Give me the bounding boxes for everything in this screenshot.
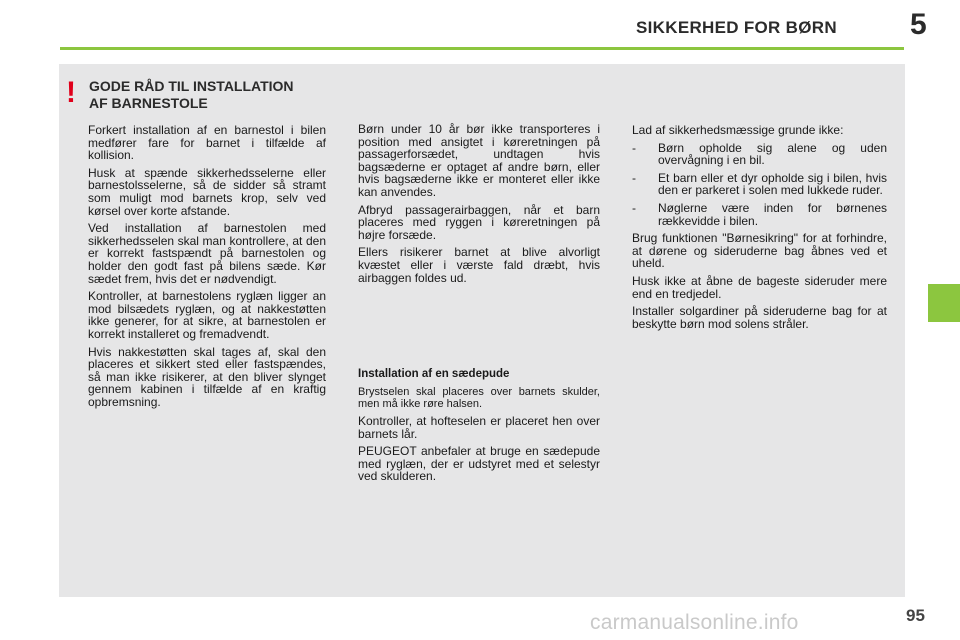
watermark: carmanualsonline.info [590, 611, 799, 634]
column-middle-lower [358, 386, 600, 488]
section-title [89, 78, 349, 112]
column-right [632, 124, 887, 335]
paragraph: Husk ikke at åbne de bageste sideruder mere end en tredjedel. [632, 273, 887, 301]
paragraph: PEUGEOT anbefaler at bruge en sædepude med ryglæn, der er udstyret med et selestyr ved skulderen. [358, 444, 600, 484]
chapter-side-tab [928, 284, 960, 322]
dash-bullet: - [632, 200, 636, 215]
section-title-line2: AF BARNESTOLE [89, 95, 208, 111]
paragraph: Forkert installation af en barnestol i bilen medfører fare for barnet i tilfælde af kollision. [88, 123, 326, 163]
list-item-text: Nøglerne være inden for børnenes rækkevidde i bilen. [658, 200, 887, 228]
paragraph: Afbryd passagerairbaggen, når et barn placeres med ryggen i køreretningen på højre forsæde. [358, 202, 600, 242]
column-left [88, 124, 326, 413]
list-item [632, 172, 887, 197]
chapter-title: SIKKERHED FOR BØRN [636, 18, 837, 37]
paragraph: Husk at spænde sikkerhedsselerne eller barnestolsselerne, så de sidder så stramt som muligt mod barnets krop, selv ved kørsel over korte afstande. [88, 165, 326, 218]
column-middle [358, 123, 600, 289]
chapter-number: 5 [910, 8, 927, 41]
subheading: Installation af en sædepude [358, 368, 510, 380]
paragraph: Ellers risikerer barnet at blive alvorligt kvæstet eller i værste fald dræbt, hvis airbaggen foldes ud. [358, 245, 600, 285]
paragraph: Børn under 10 år bør ikke transporteres i position med ansigtet i køreretningen på passagerforsædet, undtagen hvis bagsæderne er optaget af andre børn, eller hvis bagsæderne ikke er monteret eller ikke kan anvendes. [358, 122, 600, 199]
paragraph: Brug funktionen "Børnesikring" for at forhindre, at dørene og sideruderne bag åbnes ved et uheld. [632, 231, 887, 271]
list-item [632, 202, 887, 227]
paragraph: Lad af sikkerhedsmæssige grunde ikke: [632, 123, 844, 137]
paragraph: Brystselen skal placeres over barnets skulder, men må ikke røre halsen. [358, 386, 600, 410]
section-title-line1: GODE RÅD TIL INSTALLATION [89, 78, 294, 94]
list-item-text: Et barn eller et dyr opholde sig i bilen, hvis den er parkeret i solen med lukkede ruder. [658, 170, 887, 198]
warning-icon: ! [66, 76, 76, 109]
paragraph: Kontroller, at barnestolens ryglæn ligger an mod bilsædets ryglæn, og at nakkestøtten ikke generer, for at sikre, at barnestolen er korrekt installeret og fremadvendt. [88, 289, 326, 341]
list-item-text: Børn opholde sig alene og uden overvågning i en bil. [658, 140, 887, 168]
dash-bullet: - [632, 140, 636, 155]
page-number: 95 [906, 606, 925, 625]
list-item [632, 142, 887, 167]
paragraph: Ved installation af barnestolen med sikkerhedsselen skal man kontrollere, at den er korrekt fastspændt på barnestolen og holder den godt fast på bilens sæde. Kør sædet frem, hvis det er nødvendigt. [88, 221, 326, 286]
header-divider [60, 47, 904, 50]
paragraph: Installer solgardiner på sideruderne bag for at beskytte børn mod solens stråler. [632, 304, 887, 331]
dash-bullet: - [632, 170, 636, 185]
paragraph: Hvis nakkestøtten skal tages af, skal den placeres et sikkert sted eller fastspændes, så man ikke risikerer, at den bliver slynget gennem kabinen i tilfælde af en kraftig opbremsning. [88, 344, 326, 409]
paragraph: Kontroller, at hofteselen er placeret hen over barnets lår. [358, 414, 600, 441]
